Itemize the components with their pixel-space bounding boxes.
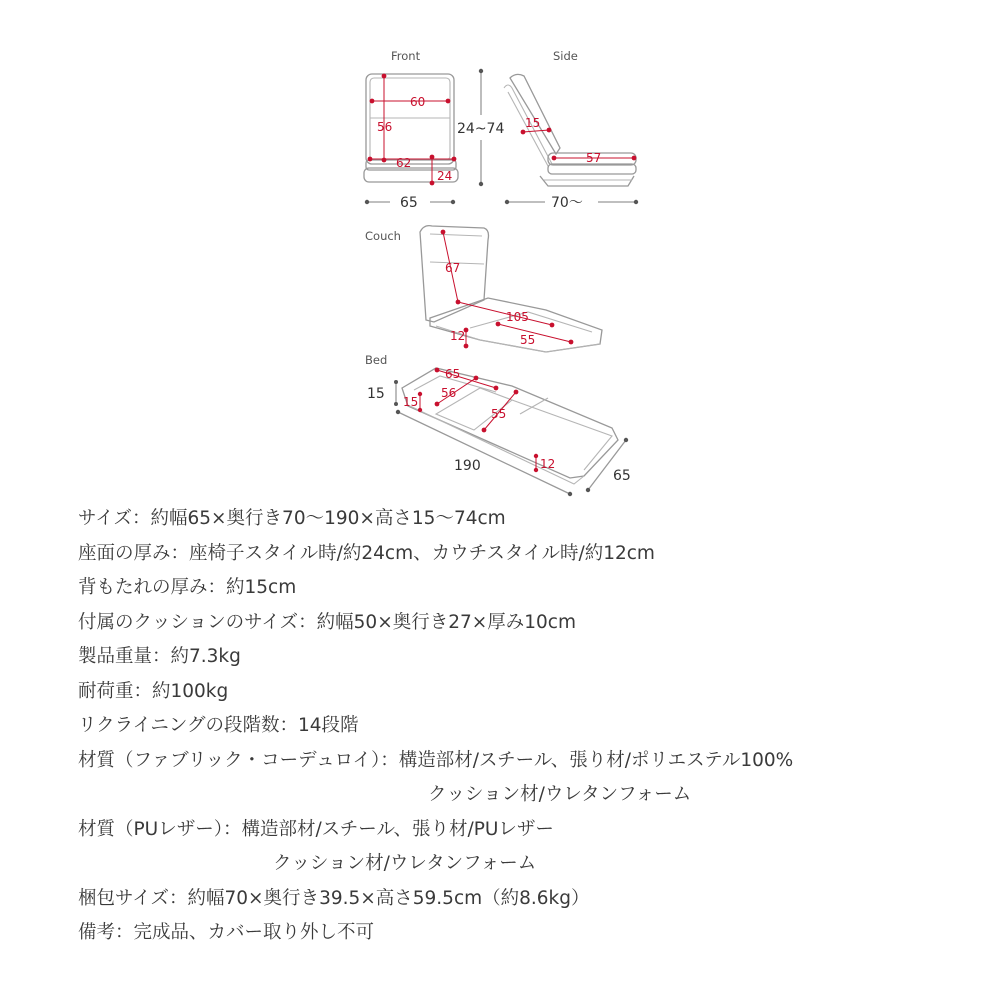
couch-footrest: 55 <box>520 333 536 347</box>
bed-seat: 55 <box>491 407 507 421</box>
spec-notes: 備考：完成品、カバー取り外し不可 <box>78 922 375 943</box>
side-view <box>504 49 638 211</box>
front-label: Front <box>391 49 421 63</box>
bed-head-width: 65 <box>445 367 461 381</box>
bed-height: 15 <box>367 386 385 402</box>
spec-seat-thickness: 座面の厚み：座椅子スタイル時/約24cm、カウチスタイル時/約12cm <box>78 542 655 564</box>
spec-cushion-size: 付属のクッションのサイズ：約幅50×奥行き27×厚み10cm <box>78 611 576 633</box>
front-height: 24~74 <box>457 121 505 137</box>
bed-head-length: 56 <box>441 386 457 400</box>
spec-material-fabric-cushion: クッション材/ウレタンフォーム <box>428 784 692 805</box>
front-view <box>364 49 504 211</box>
side-seat-depth: 57 <box>586 151 602 165</box>
spec-material-pu-cushion: クッション材/ウレタンフォーム <box>273 853 537 874</box>
side-depth: 70～ <box>551 195 583 211</box>
couch-seat-length: 105 <box>506 310 529 324</box>
front-back-height: 56 <box>377 120 393 134</box>
bed-view <box>365 353 631 496</box>
spec-package-size: 梱包サイズ：約幅70×奥行き39.5×高さ59.5cm（約8.6kg） <box>78 887 590 909</box>
bed-length: 190 <box>454 458 481 474</box>
side-label: Side <box>553 49 578 63</box>
bed-thickness: 12 <box>540 457 556 471</box>
side-back-thickness: 15 <box>525 116 541 130</box>
front-seat-thickness: 24 <box>437 169 453 183</box>
couch-view <box>365 226 602 352</box>
spec-back-thickness: 背もたれの厚み：約15cm <box>78 577 297 598</box>
bed-label: Bed <box>365 353 388 367</box>
couch-thickness: 12 <box>450 329 466 343</box>
spec-load-capacity: 耐荷重：約100kg <box>78 680 229 702</box>
couch-label: Couch <box>365 229 401 243</box>
spec-reclining-steps: リクライニングの段階数：14段階 <box>78 715 359 736</box>
front-back-width: 60 <box>410 95 426 109</box>
spec-material-fabric: 材質（ファブリック・コーデュロイ）：構造部材/スチール、張り材/ポリエステル100% <box>78 749 794 771</box>
spec-size: サイズ：約幅65×奥行き70～190×高さ15～74cm <box>78 508 506 529</box>
spec-material-pu: 材質（PUレザー）：構造部材/スチール、張り材/PUレザー <box>78 818 554 840</box>
spec-list <box>78 502 978 951</box>
front-seat-width: 62 <box>396 156 412 170</box>
front-width: 65 <box>400 195 418 211</box>
bed-head-thickness: 15 <box>403 395 419 409</box>
spec-weight: 製品重量：約7.3kg <box>78 646 241 667</box>
couch-back-length: 67 <box>445 261 461 275</box>
bed-width: 65 <box>613 468 631 484</box>
